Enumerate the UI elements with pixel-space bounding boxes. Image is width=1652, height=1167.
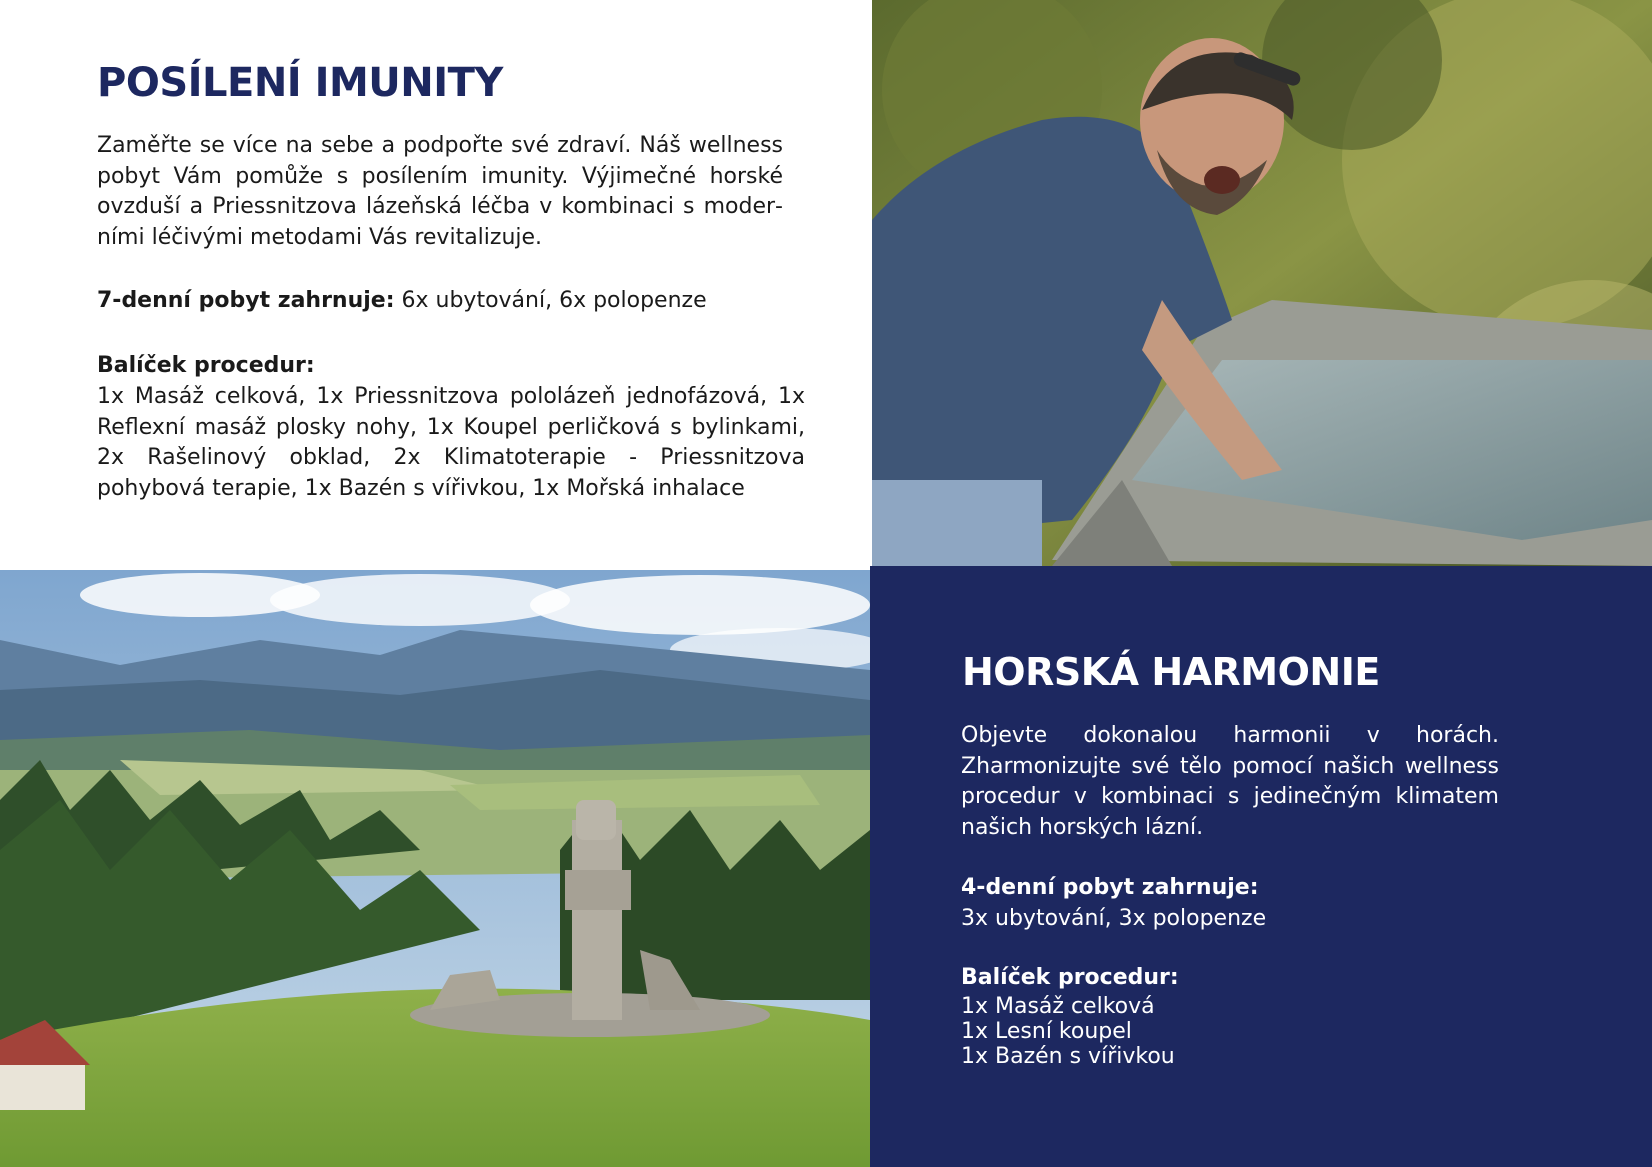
stay-includes-value: 6x ubytování, 6x polopenze bbox=[394, 288, 707, 313]
section-intro: Objevte dokonalou harmonii v horách. Zharmonizujte své tělo pomocí našich wellness procedur v kombinaci s jedinečným klimatem našich horských lázní. bbox=[961, 723, 1499, 840]
photo-man-water-trough bbox=[872, 0, 1652, 566]
stay-includes bbox=[97, 286, 817, 317]
section-title: HORSKÁ HARMONIE bbox=[962, 650, 1380, 694]
package-items: 1x Masáž celková, 1x Priessnitzova pololázeň jednofázová, 1x Reflexní masáž plosky nohy, 1x Koupel perličková s bylinkami, 2x Rašelinový obklad, 2x Klimatoterapie - Priessnitzova pohybová terapie, 1x Bazén s vířivkou, 1x Mořská inhalace bbox=[97, 384, 805, 501]
photo-mountain-landscape bbox=[0, 570, 870, 1167]
package-item: 1x Bazén s vířivkou bbox=[961, 1044, 1175, 1069]
package-items bbox=[961, 994, 1175, 1069]
package-label: Balíček procedur: bbox=[961, 965, 1179, 990]
section-intro: Zaměřte se více na sebe a podpořte své zdraví. Náš wellness pobyt Vám pomůže s posílením imunity. Výjimečné horské ovzduší a Priessnitzova lázeňská léčba v kombinaci s moderními léčivými metodami Vás revitalizuje. bbox=[97, 133, 783, 250]
stay-includes-value: 3x ubytování, 3x polopenze bbox=[961, 906, 1267, 931]
section-title: POSÍLENÍ IMUNITY bbox=[97, 60, 503, 106]
stay-includes-label: 4-denní pobyt zahrnuje: bbox=[961, 875, 1259, 900]
package-item: 1x Lesní koupel bbox=[961, 1019, 1132, 1044]
package-item: 1x Masáž celková bbox=[961, 994, 1155, 1019]
section-horska-harmonie bbox=[870, 566, 1652, 1167]
stay-includes-label: 7-denní pobyt zahrnuje: bbox=[97, 288, 395, 313]
section-posileni-imunity bbox=[0, 0, 872, 570]
package-label: Balíček procedur: bbox=[97, 353, 315, 378]
